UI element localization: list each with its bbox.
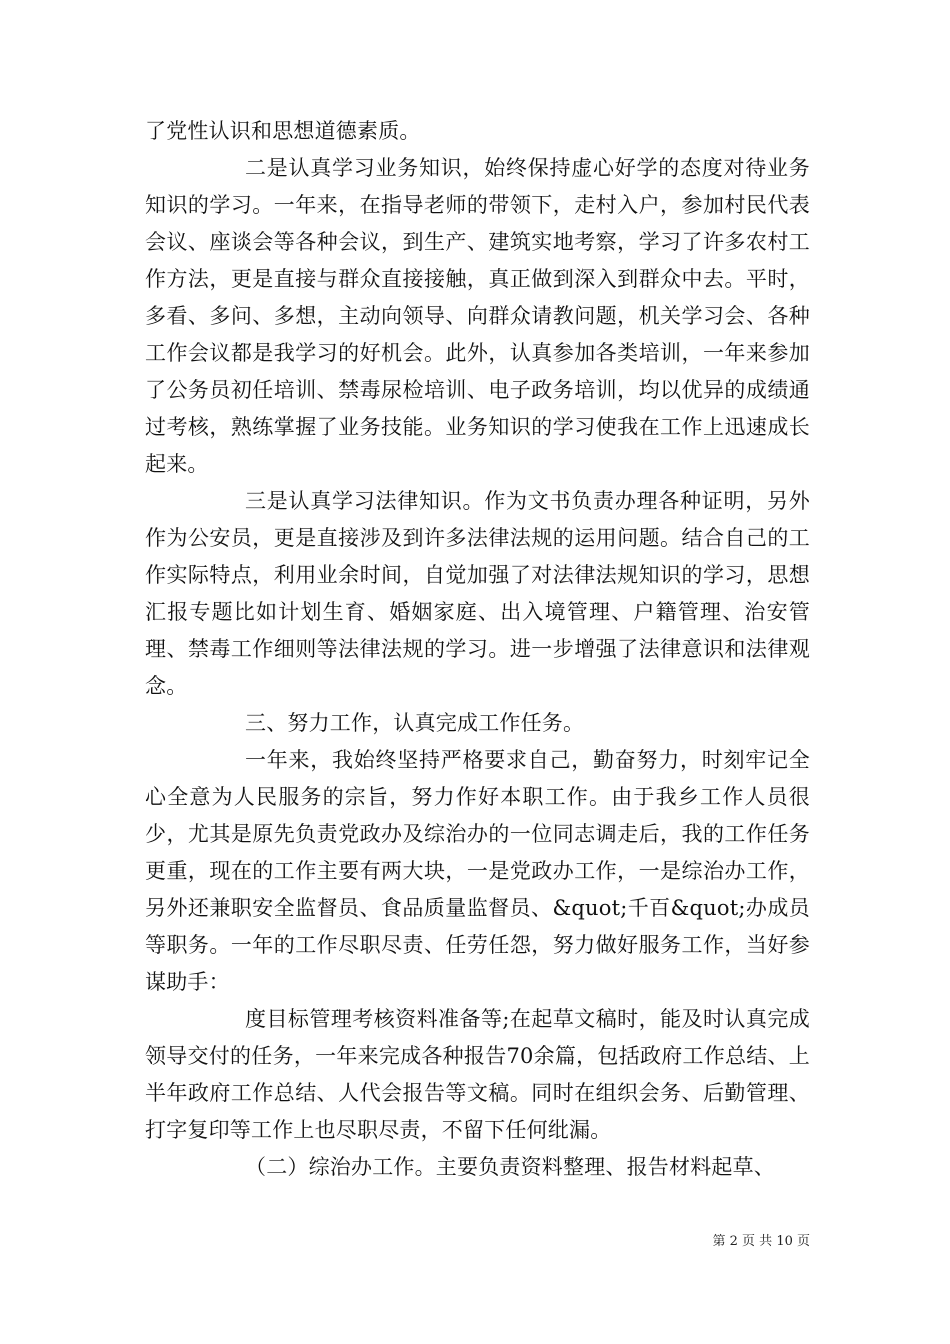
paragraph-comprehensive-office: （二）综治办工作。主要负责资料整理、报告材料起草、	[245, 1155, 775, 1179]
paragraph-legal-knowledge: 三是认真学习法律知识。作为文书负责办理各种证明，另外作为公安员，更是直接涉及到许多法律法规的运用问题。结合自己的工作实际特点，利用业余时间，自觉加强了对法律法规知识的学习，思想汇报专题比如计划生育、婚姻家庭、出入境管理、户籍管理、治安管理、禁毒工作细则等法律法规的学习。进一步增强了法律意识和法律观念。	[145, 489, 810, 698]
page-number-footer: 第 2 页 共 10 页	[712, 1234, 810, 1249]
paragraph-continuation: 了党性认识和思想道德素质。	[145, 119, 421, 143]
paragraph-business-knowledge: 二是认真学习业务知识，始终保持虚心好学的态度对待业务知识的学习。一年来，在指导老师的带领下，走村入户，参加村民代表会议、座谈会等各种会议，到生产、建筑实地考察，学习了许多农村工作方法，更是直接与群众直接接触，真正做到深入到群众中去。平时，多看、多问、多想，主动向领导、向群众请教问题，机关学习会、各种工作会议都是我学习的好机会。此外，认真参加各类培训，一年来参加了公务员初任培训、禁毒尿检培训、电子政务培训，均以优异的成绩通过考核，熟练掌握了业务技能。业务知识的学习使我在工作上迅速成长起来。	[145, 156, 810, 476]
section-heading-work: 三、努力工作，认真完成工作任务。	[245, 711, 585, 735]
paragraph-work-overview: 一年来，我始终坚持严格要求自己，勤奋努力，时刻牢记全心全意为人民服务的宗旨，努力作好本职工作。由于我乡工作人员很少，尤其是原先负责党政办及综治办的一位同志调走后，我的工作任务更重，现在的工作主要有两大块，一是党政办工作，一是综治办工作，另外还兼职安全监督员、食品质量监督员、&quot;千百&quot;办成员等职务。一年的工作尽职尽责、任劳任怨，努力做好服务工作，当好参谋助手：	[145, 748, 810, 994]
paragraph-document-drafting: 度目标管理考核资料准备等;在起草文稿时，能及时认真完成领导交付的任务，一年来完成各种报告70余篇，包括政府工作总结、上半年政府工作总结、人代会报告等文稿。同时在组织会务、后勤管理、打字复印等工作上也尽职尽责，不留下任何纰漏。	[145, 1007, 810, 1142]
document-body	[145, 113, 810, 1186]
